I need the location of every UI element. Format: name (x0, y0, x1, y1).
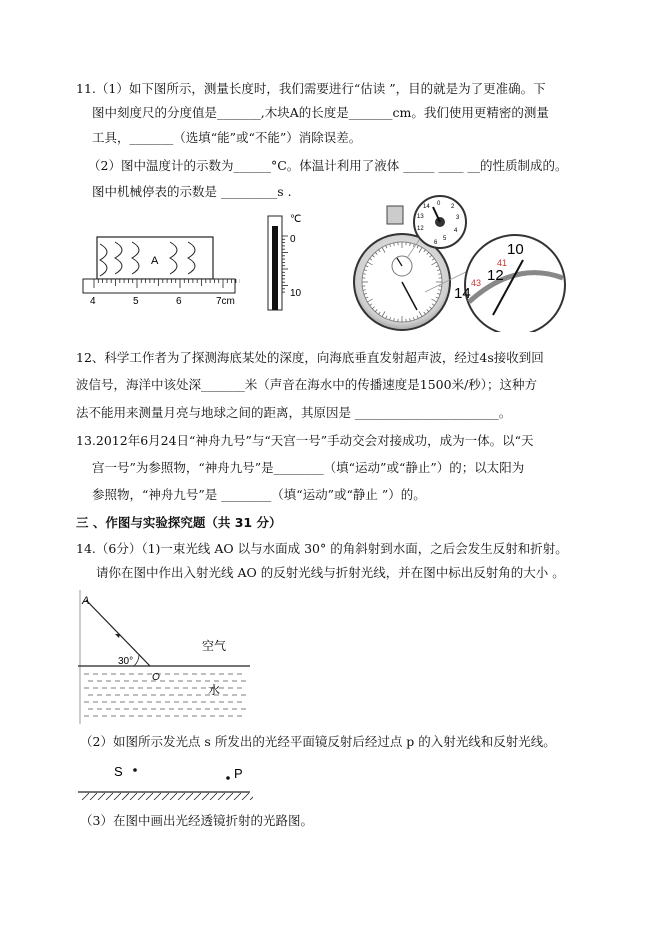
q14-line-3: （2）如图所示发光点 s 所发出的光经平面镜反射后经过点 p 的入射光线和反射光线。 (80, 734, 556, 749)
thermo-tick-10: 10 (290, 288, 302, 299)
q11-line-3: 工具，_______（选填“能”或“不能”）消除误差。 (92, 130, 362, 145)
ruler-figure (80, 232, 240, 310)
q13-line-2: 宫一号”为参照物，“神舟九号”是________（填“运动”或“静止”）的；以太阳为 (92, 460, 525, 475)
svg-text:13: 13 (417, 214, 424, 220)
zoom-label-12: 12 (487, 267, 504, 284)
mirror-figure (78, 756, 253, 806)
svg-text:6: 6 (434, 240, 438, 246)
q11-line-5: 图中机械停表的示数是 _________s . (92, 184, 292, 199)
svg-text:3: 3 (456, 215, 460, 221)
q14-line-1: 14.（6分）（1)一束光线 AO 以与水面成 30° 的角斜射到水面，之后会发生反射和折射。 (76, 541, 568, 556)
q12-line-3: 法不能用来测量月亮与地球之间的距离，其原因是 _______________________。 (76, 405, 512, 420)
thermo-unit: ℃ (290, 214, 302, 225)
mercury-column (272, 226, 278, 310)
svg-text:12: 12 (417, 226, 424, 232)
ruler-tick-4: 4 (90, 296, 96, 307)
point-p-label: P (234, 766, 243, 781)
water-label: 水 (208, 683, 221, 697)
zoom-label-41: 41 (497, 258, 508, 268)
section-3-title: 三 、作图与实验探究题（共 31 分） (76, 515, 282, 530)
q14-line-4: （3）在图中画出光经透镜折射的光路图。 (80, 813, 313, 828)
ruler-tick-7cm: 7cm (216, 296, 235, 307)
thermo-tick-0: 0 (290, 234, 296, 245)
point-o-label: O (152, 672, 160, 683)
thermometer-figure (260, 212, 310, 312)
q12-line-1: 12、科学工作者为了探测海底某处的深度，向海底垂直发射超声波，经过4s接收到回 (76, 350, 544, 365)
svg-text:0: 0 (437, 201, 441, 207)
q12-line-2: 波信号，海洋中该处深_______米（声音在海水中的传播速度是1500米/秒）；这种方 (76, 377, 538, 392)
zoom-label-14: 14 (454, 285, 471, 302)
ruler-tick-5: 5 (133, 296, 139, 307)
q11-line-1: 11.（1）如下图所示，测量长度时，我们需要进行“估读 ”，目的就是为了更准确。下 (76, 81, 546, 96)
q11-line-4: （2）图中温度计的示数为______°C。体温计利用了液体 _____ ____ __的性质制成的。 (88, 158, 568, 173)
point-s (133, 768, 137, 772)
q11-line-2: 图中刻度尺的分度值是_______,木块A的长度是_______cm。我们使用更精密的测量 (92, 105, 549, 120)
point-s-label: S (114, 764, 123, 779)
air-label: 空气 (202, 639, 227, 653)
point-p (226, 776, 230, 780)
svg-text:5: 5 (443, 236, 447, 242)
svg-text:14: 14 (423, 204, 430, 210)
svg-text:2: 2 (451, 204, 455, 210)
svg-text:4: 4 (454, 228, 458, 234)
ruler-tick-6: 6 (176, 296, 182, 307)
q14-line-2: 请你在图中作出入射光线 AO 的反射光线与折射光线，并在图中标出反射角的大小 。 (96, 565, 565, 580)
point-a-label: A (82, 595, 90, 607)
angle-label: 30° (118, 656, 134, 667)
q13-line-1: 13.2012年6月24日“神舟九号”与“天宫一号”手动交会对接成功，成为一体。以“天 (76, 433, 534, 448)
light-ray-figure (78, 590, 253, 724)
zoom-label-10: 10 (507, 241, 524, 258)
q13-line-3: 参照物，“神舟九号”是 ________（填“运动”或“静止 ”）的。 (92, 487, 426, 502)
zoom-label-43: 43 (471, 278, 482, 288)
block-label: A (151, 255, 159, 267)
stopwatch-figure (345, 190, 570, 332)
